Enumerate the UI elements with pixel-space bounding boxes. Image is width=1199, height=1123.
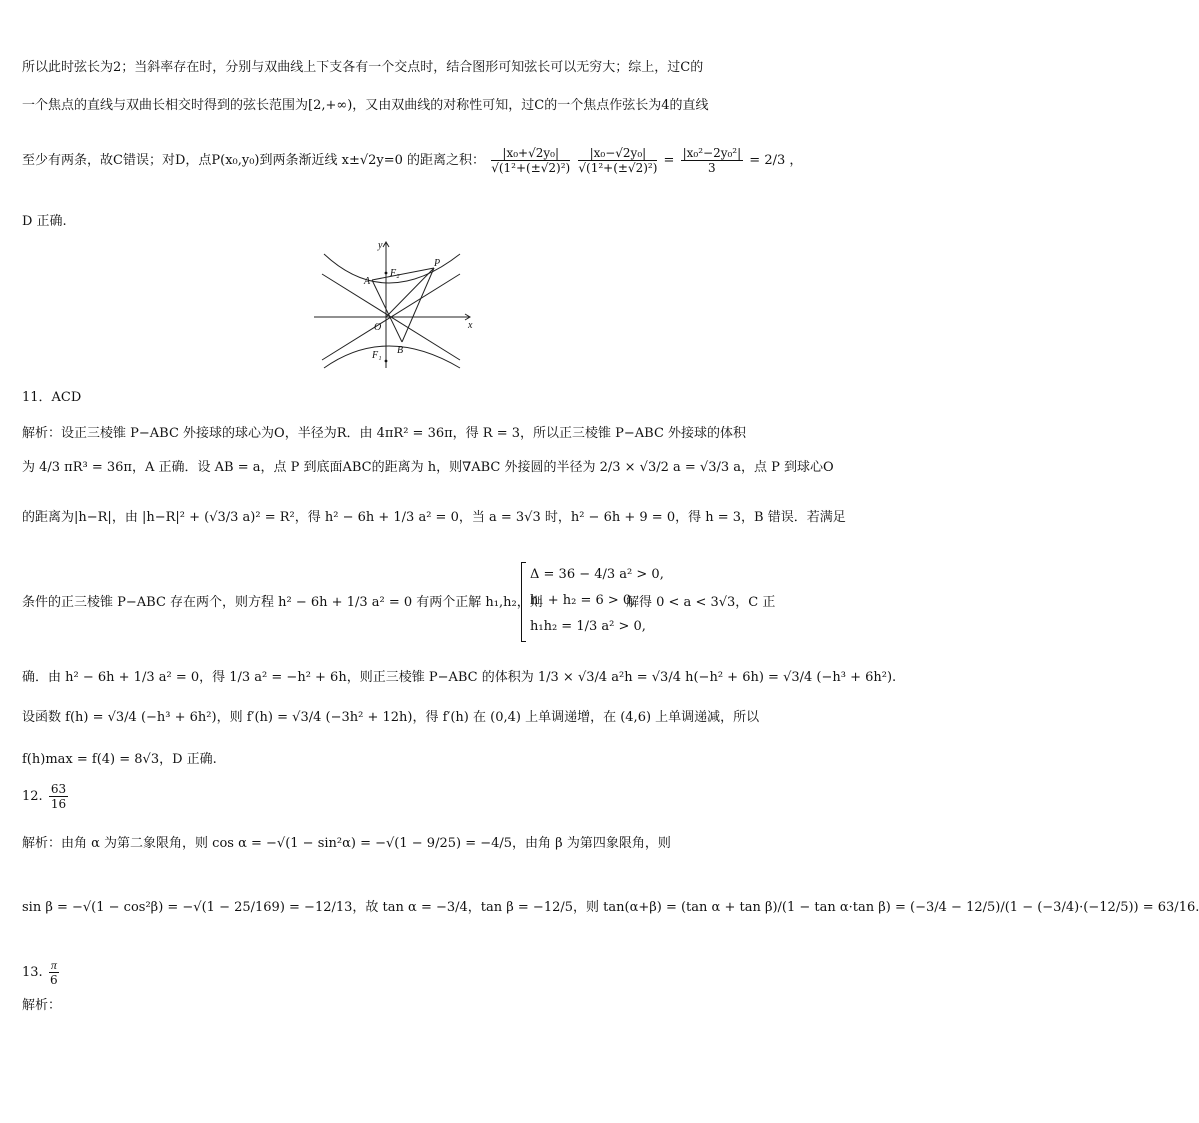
hyperbola-figure [310,236,480,371]
question-13-answer [22,958,61,987]
text-line-3-lead: 至少有两条，故C错误；对D，点P(x₀,y₀)到两条渐近线 x±√2y=0 的距离之积： [22,153,486,168]
question-11-answer: 11．ACD [22,390,82,405]
axis-label-y: y [378,240,383,251]
axis-label-x: x [468,320,473,331]
text-line-3-end: = 2/3 ， [749,153,803,168]
line-P-B [402,268,434,342]
question-12-line-2: sin β = −√(1 − cos²β) = −√(1 − 25/169) = −12/13，故 tan α = −3/4，tan β = −12/5，则 tan(α+β) = (tan α + tan β)/(1 − tan α·tan β) = (−3/4 − 12/5)/(1 − (−3/4)·(−12/5)) = 63/16. [22,900,1199,915]
equation-system-row-3: h₁h₂ = 1/3 a² > 0, [530,619,646,634]
question-11-line-1: 解析：设正三棱锥 P−ABC 外接球的球心为O，半径为R．由 4πR² = 36π，得 R = 3，所以正三棱锥 P−ABC 外接球的体积 [22,426,747,441]
question-11-line-3: 的距离为|h−R|，由 |h−R|² + (√3/3 a)² = R²，得 h² − 6h + 1/3 a² = 0，当 a = 3√3 时，h² − 6h + 9 = 0，得 h = 3，B 错误．若满足 [22,510,846,525]
point-label-F1: F₁ [372,350,382,361]
equation-system-row-2: h₁ + h₂ = 6 > 0, [530,593,636,608]
question-11-line-7: f(h)max = f(4) = 8√3，D 正确. [22,752,217,767]
question-13-label: 13. [22,965,43,980]
distance-fraction-3: $\frac{\text{|x₀²−2y₀²|}}{3}$ [682,146,742,175]
distance-fraction-2: $\frac{\text{|x₀−√2y₀|}}{\text{√(1²+(±√2)²)}}$ [578,146,658,175]
question-11-line-5: 确．由 h² − 6h + 1/3 a² = 0，得 1/3 a² = −h² + 6h，则正三棱锥 P−ABC 的体积为 1/3 × √3/4 a²h = √3/4 h(−h² + 6h) = √3/4 (−h³ + 6h²). [22,670,897,685]
hyperbola-lower-branch [324,346,460,368]
question-13-line-1: 解析： [22,998,62,1013]
equation-system-row-1: Δ = 36 − 4/3 a² > 0, [530,567,664,582]
question-12-fraction: $\frac{63}{16}$ [50,782,67,811]
text-line-2: 一个焦点的直线与双曲长相交时得到的弦长范围为[2,+∞)，又由双曲线的对称性可知，过C的一个焦点作弦长为4的直线 [22,98,709,113]
text-line-1: 所以此时弦长为2；当斜率存在时，分别与双曲线上下支各有一个交点时，结合图形可知弦长可以无穷大；综上，过C的 [22,60,704,75]
question-11-line-4-result: 解得 0 < a < 3√3，C 正 [626,595,776,610]
point-label-B: B [397,345,404,356]
text-line-4: D 正确. [22,214,67,229]
question-11-line-2: 为 4/3 πR³ = 36π，A 正确．设 AB = a，点 P 到底面ABC的距离为 h，则∇ABC 外接圆的半径为 2/3 × √3/2 a = √3/3 a，点 P 到球心O [22,460,834,475]
question-12-line-1: 解析：由角 α 为第二象限角，则 cos α = −√(1 − sin²α) = −√(1 − 9/25) = −4/5，由角 β 为第四象限角，则 [22,836,671,851]
question-12-answer [22,782,70,811]
point-label-P: P [434,258,441,269]
question-11-line-4: 条件的正三棱锥 P−ABC 存在两个，则方程 h² − 6h + 1/3 a² = 0 有两个正解 h₁,h₂，则 [22,595,543,610]
question-13-fraction: $\frac{\pi}{6}$ [50,958,58,987]
question-11-line-6: 设函数 f(h) = √3/4 (−h³ + 6h²)，则 f′(h) = √3/4 (−3h² + 12h)，得 f′(h) 在 (0,4) 上单调递增，在 (4,6) 上单调递减，所以 [22,710,760,725]
point-label-F2: F₂ [390,268,400,279]
distance-fraction-1: $\frac{\text{|x₀+√2y₀|}}{\text{√(1²+(±√2)²)}}$ [491,146,571,175]
origin-label: O [374,322,382,333]
text-line-3: 至少有两条，故C错误；对D，点P(x₀,y₀)到两条渐近线 x±√2y=0 的距离之积： $\frac{\text{|x₀+√2y₀|}}{\text{√(1²+(±√2)²)}}$ $\frac{\text{|x₀−√2y₀|}}{\text{√(1²+(±√2)²)}}$ = $\frac{\text{|x₀²−2y₀²|}}{3}$ = 2/3 ， [22,146,803,175]
point-label-A: A [364,276,371,287]
equation-system-brace [521,562,526,642]
question-12-label: 12. [22,789,43,804]
